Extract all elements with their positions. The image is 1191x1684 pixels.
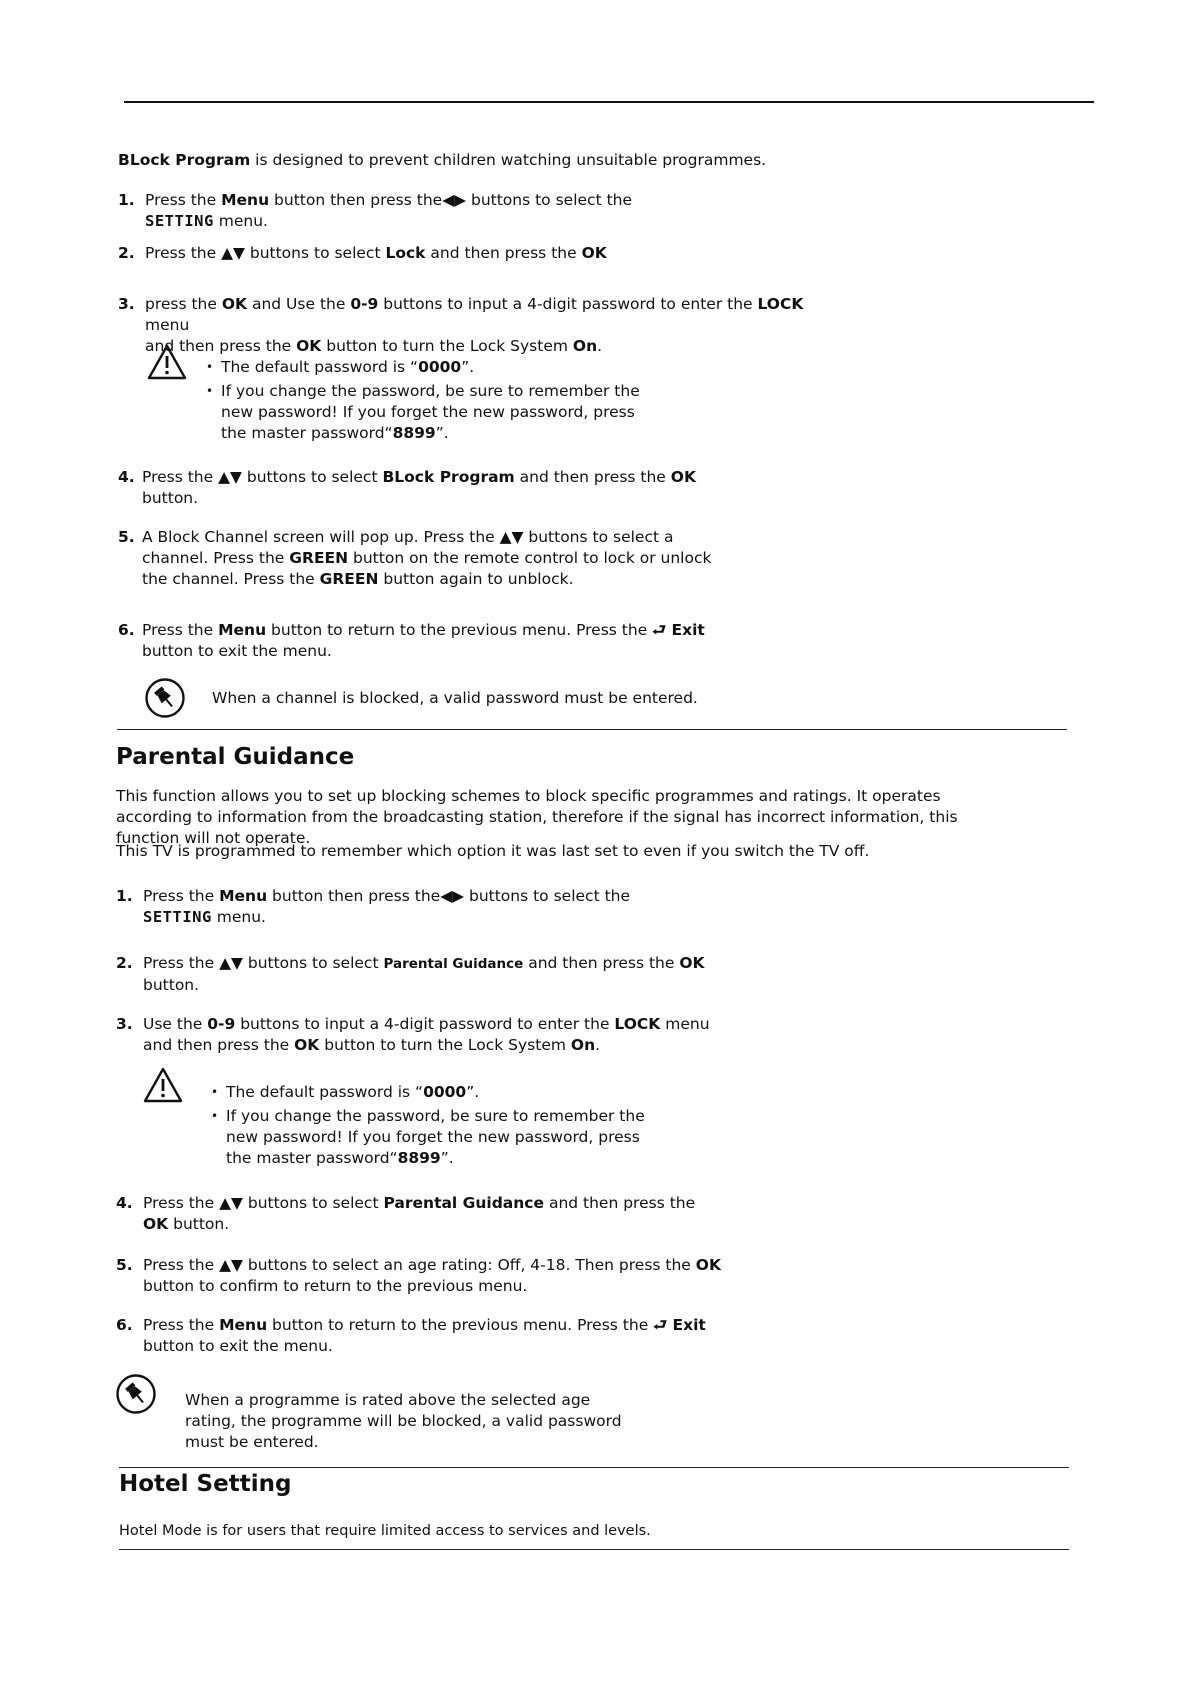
hotel-setting-description: Hotel Mode is for users that require limited access to services and levels. (119, 1523, 651, 1539)
parental-guidance-title: Parental Guidance (116, 744, 355, 770)
section-divider (117, 729, 1067, 730)
pg-description: This function allows you to set up blocking schemes to block specific programmes and ratings. It operates according to information from the broadcasting station, therefore if the signal has incorrect information, this function will not operate. (116, 787, 958, 847)
list-item: • The default password is “0000”. (211, 1082, 691, 1103)
pg-warning-list (211, 1082, 691, 1172)
pin-icon (144, 677, 186, 725)
section-divider (119, 1467, 1069, 1468)
bp-note: When a channel is blocked, a valid password must be entered. (212, 689, 698, 707)
up-down-arrows-icon: ▲▼ (221, 244, 245, 262)
return-arrow-icon: ⮐ (653, 1316, 668, 1334)
return-arrow-icon: ⮐ (652, 621, 667, 639)
top-rule (124, 101, 1094, 103)
list-item: • If you change the password, be sure to remember the new password! If you forget the new password, press the master password“8899”. (211, 1106, 646, 1169)
left-right-arrows-icon: ◀▶ (440, 887, 465, 905)
bp-warning-list (206, 357, 686, 447)
hotel-setting-title: Hotel Setting (119, 1471, 292, 1497)
pg-note: When a programme is rated above the selected age rating, the programme will be blocked, a valid password must be entered. (185, 1391, 622, 1451)
list-item: • The default password is “0000”. (206, 357, 686, 378)
section-divider (119, 1549, 1069, 1550)
warning-triangle-icon (146, 343, 188, 387)
list-item: • If you change the password, be sure to remember the new password! If you forget the new password, press the master password“8899”. (206, 381, 641, 444)
warning-triangle-icon (142, 1066, 184, 1110)
left-right-arrows-icon: ◀▶ (442, 191, 467, 209)
pg-description-2: This TV is programmed to remember which option it was last set to even if you switch the TV off. (116, 842, 870, 860)
pin-icon (115, 1373, 157, 1421)
block-program-intro: BLock Program is designed to prevent children watching unsuitable programmes. (118, 151, 767, 169)
